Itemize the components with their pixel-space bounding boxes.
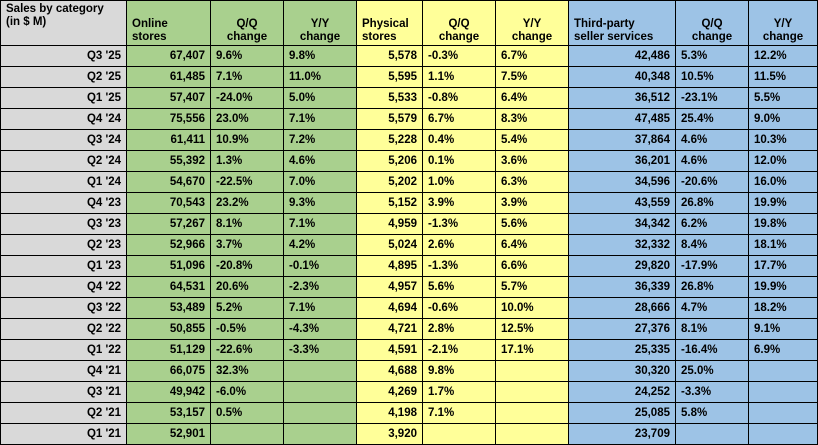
online-yy-change: 7.2% [284,130,357,151]
header-physical-yy-change: Y/Y change [496,1,569,46]
third-qq-change [676,424,749,445]
third-yy-change: 9.0% [749,109,818,130]
table-row [1,298,818,319]
online-stores-value: 61,411 [127,130,211,151]
physical-yy-change: 10.0% [496,298,569,319]
physical-yy-change: 7.5% [496,67,569,88]
physical-qq-change: 2.8% [423,319,496,340]
online-yy-change: 9.3% [284,193,357,214]
online-yy-change: 7.1% [284,298,357,319]
online-yy-change: 4.6% [284,151,357,172]
header-label-line1: Sales by category [6,3,104,15]
online-qq-change [211,424,284,445]
online-stores-value: 52,901 [127,424,211,445]
row-period-label: Q4 '22 [1,277,127,298]
third-qq-change: 26.8% [676,193,749,214]
physical-yy-change [496,424,569,445]
table-row [1,214,818,235]
physical-stores-value: 5,579 [357,109,423,130]
third-qq-change: 10.5% [676,67,749,88]
third-party-value: 24,252 [569,382,676,403]
third-yy-change: 19.8% [749,214,818,235]
online-qq-change: 20.6% [211,277,284,298]
online-stores-value: 57,267 [127,214,211,235]
online-qq-change: 8.1% [211,214,284,235]
physical-qq-change: 3.9% [423,193,496,214]
online-yy-change [284,361,357,382]
online-yy-change [284,403,357,424]
table-row [1,403,818,424]
row-period-label: Q3 '24 [1,130,127,151]
table-row [1,424,818,445]
row-period-label: Q3 '21 [1,382,127,403]
physical-yy-change [496,382,569,403]
table-row [1,151,818,172]
third-party-value: 28,666 [569,298,676,319]
third-party-value: 34,342 [569,214,676,235]
physical-yy-change [496,403,569,424]
third-qq-change: 8.4% [676,235,749,256]
third-qq-change: 25.4% [676,109,749,130]
physical-stores-value: 5,206 [357,151,423,172]
row-period-label: Q4 '24 [1,109,127,130]
online-qq-change: 32.3% [211,361,284,382]
third-qq-change: 5.8% [676,403,749,424]
third-yy-change: 17.7% [749,256,818,277]
online-yy-change [284,382,357,403]
physical-stores-value: 4,959 [357,214,423,235]
table-row [1,382,818,403]
online-yy-change: 11.0% [284,67,357,88]
physical-yy-change: 6.3% [496,172,569,193]
third-qq-change: 6.2% [676,214,749,235]
online-stores-value: 75,556 [127,109,211,130]
online-qq-change: -24.0% [211,88,284,109]
third-yy-change: 19.9% [749,277,818,298]
physical-stores-value: 5,202 [357,172,423,193]
row-period-label: Q1 '23 [1,256,127,277]
third-qq-change: 5.3% [676,46,749,67]
row-period-label: Q2 '25 [1,67,127,88]
third-party-value: 34,596 [569,172,676,193]
physical-yy-change: 3.6% [496,151,569,172]
physical-stores-value: 4,688 [357,361,423,382]
table-row [1,277,818,298]
header-online-stores: Online stores [127,1,211,46]
physical-qq-change: 2.6% [423,235,496,256]
physical-qq-change: 1.7% [423,382,496,403]
row-period-label: Q1 '25 [1,88,127,109]
physical-stores-value: 5,578 [357,46,423,67]
physical-stores-value: 5,152 [357,193,423,214]
third-yy-change: 11.5% [749,67,818,88]
row-period-label: Q4 '23 [1,193,127,214]
physical-stores-value: 4,269 [357,382,423,403]
third-party-value: 36,339 [569,277,676,298]
header-third-yy-change: Y/Y change [749,1,818,46]
online-stores-value: 55,392 [127,151,211,172]
physical-qq-change: -1.3% [423,256,496,277]
online-qq-change: -22.5% [211,172,284,193]
third-party-value: 32,332 [569,235,676,256]
third-party-value: 23,709 [569,424,676,445]
third-qq-change: -16.4% [676,340,749,361]
online-qq-change: -0.5% [211,319,284,340]
physical-yy-change: 6.4% [496,235,569,256]
online-qq-change: 7.1% [211,67,284,88]
row-period-label: Q2 '23 [1,235,127,256]
online-qq-change: 10.9% [211,130,284,151]
online-stores-value: 51,096 [127,256,211,277]
third-qq-change: -3.3% [676,382,749,403]
physical-qq-change: 0.1% [423,151,496,172]
row-period-label: Q2 '24 [1,151,127,172]
online-qq-change: 23.2% [211,193,284,214]
online-qq-change: 1.3% [211,151,284,172]
third-party-value: 42,486 [569,46,676,67]
online-yy-change: 7.1% [284,109,357,130]
physical-qq-change: -1.3% [423,214,496,235]
physical-yy-change: 5.4% [496,130,569,151]
third-yy-change: 5.5% [749,88,818,109]
third-party-value: 47,485 [569,109,676,130]
table-row [1,88,818,109]
header-third-party-seller-services: Third-party seller services [569,1,676,46]
third-party-value: 37,864 [569,130,676,151]
physical-qq-change: 0.4% [423,130,496,151]
online-stores-value: 50,855 [127,319,211,340]
table-header-row [1,1,818,46]
third-party-value: 25,085 [569,403,676,424]
physical-yy-change: 5.7% [496,277,569,298]
physical-qq-change [423,424,496,445]
third-yy-change: 9.1% [749,319,818,340]
physical-yy-change: 6.6% [496,256,569,277]
physical-yy-change: 8.3% [496,109,569,130]
online-qq-change: -22.6% [211,340,284,361]
physical-stores-value: 4,721 [357,319,423,340]
online-stores-value: 64,531 [127,277,211,298]
table-row [1,235,818,256]
physical-qq-change: -0.8% [423,88,496,109]
third-party-value: 29,820 [569,256,676,277]
table-row [1,340,818,361]
physical-yy-change: 12.5% [496,319,569,340]
table-row [1,361,818,382]
online-yy-change: 4.2% [284,235,357,256]
physical-yy-change: 5.6% [496,214,569,235]
physical-stores-value: 3,920 [357,424,423,445]
physical-yy-change: 6.7% [496,46,569,67]
physical-yy-change [496,361,569,382]
table-row [1,256,818,277]
physical-qq-change: -0.3% [423,46,496,67]
third-party-value: 25,335 [569,340,676,361]
table-row [1,193,818,214]
table-row [1,130,818,151]
physical-qq-change: 5.6% [423,277,496,298]
physical-qq-change: 6.7% [423,109,496,130]
third-party-value: 36,201 [569,151,676,172]
online-yy-change: 7.0% [284,172,357,193]
row-period-label: Q1 '24 [1,172,127,193]
online-stores-value: 51,129 [127,340,211,361]
row-period-label: Q3 '25 [1,46,127,67]
third-qq-change: 4.6% [676,151,749,172]
online-stores-value: 57,407 [127,88,211,109]
third-yy-change: 6.9% [749,340,818,361]
third-yy-change: 18.1% [749,235,818,256]
third-party-value: 27,376 [569,319,676,340]
online-yy-change: 7.1% [284,214,357,235]
online-yy-change [284,424,357,445]
online-stores-value: 70,543 [127,193,211,214]
physical-stores-value: 4,694 [357,298,423,319]
header-online-yy-change: Y/Y change [284,1,357,46]
online-qq-change: -20.8% [211,256,284,277]
online-qq-change: -6.0% [211,382,284,403]
physical-qq-change: -0.6% [423,298,496,319]
third-yy-change: 10.3% [749,130,818,151]
online-yy-change: -4.3% [284,319,357,340]
online-stores-value: 53,157 [127,403,211,424]
row-period-label: Q1 '22 [1,340,127,361]
physical-qq-change: 7.1% [423,403,496,424]
header-third-qq-change: Q/Q change [676,1,749,46]
third-qq-change: -23.1% [676,88,749,109]
physical-qq-change: 9.8% [423,361,496,382]
header-physical-qq-change: Q/Q change [423,1,496,46]
online-qq-change: 5.2% [211,298,284,319]
online-qq-change: 3.7% [211,235,284,256]
online-stores-value: 52,966 [127,235,211,256]
third-qq-change: 26.8% [676,277,749,298]
physical-stores-value: 4,591 [357,340,423,361]
physical-stores-value: 5,228 [357,130,423,151]
online-stores-value: 53,489 [127,298,211,319]
physical-stores-value: 5,595 [357,67,423,88]
online-stores-value: 54,670 [127,172,211,193]
online-stores-value: 66,075 [127,361,211,382]
header-online-qq-change: Q/Q change [211,1,284,46]
header-physical-stores: Physical stores [357,1,423,46]
table-row [1,46,818,67]
third-qq-change: -20.6% [676,172,749,193]
physical-qq-change: -2.1% [423,340,496,361]
third-qq-change: 25.0% [676,361,749,382]
third-yy-change: 12.2% [749,46,818,67]
physical-yy-change: 6.4% [496,88,569,109]
online-yy-change: -0.1% [284,256,357,277]
physical-qq-change: 1.0% [423,172,496,193]
third-qq-change: 4.6% [676,130,749,151]
third-party-value: 43,559 [569,193,676,214]
header-label-line2: (in $ M) [6,15,47,28]
online-yy-change: -2.3% [284,277,357,298]
online-qq-change: 0.5% [211,403,284,424]
row-period-label: Q3 '23 [1,214,127,235]
third-qq-change: -17.9% [676,256,749,277]
physical-yy-change: 17.1% [496,340,569,361]
third-party-value: 40,348 [569,67,676,88]
third-yy-change: 18.2% [749,298,818,319]
third-qq-change: 8.1% [676,319,749,340]
third-yy-change: 16.0% [749,172,818,193]
row-period-label: Q1 '21 [1,424,127,445]
physical-yy-change: 3.9% [496,193,569,214]
third-yy-change [749,403,818,424]
online-yy-change: 5.0% [284,88,357,109]
row-period-label: Q3 '22 [1,298,127,319]
header-sales-by-category [1,1,127,46]
third-party-value: 30,320 [569,361,676,382]
row-period-label: Q2 '21 [1,403,127,424]
row-period-label: Q4 '21 [1,361,127,382]
physical-stores-value: 5,533 [357,88,423,109]
physical-stores-value: 5,024 [357,235,423,256]
table-row [1,319,818,340]
third-yy-change: 12.0% [749,151,818,172]
physical-qq-change: 1.1% [423,67,496,88]
third-party-value: 36,512 [569,88,676,109]
third-qq-change: 4.7% [676,298,749,319]
online-yy-change: -3.3% [284,340,357,361]
third-yy-change [749,424,818,445]
third-yy-change [749,382,818,403]
table-row [1,67,818,88]
physical-stores-value: 4,957 [357,277,423,298]
row-period-label: Q2 '22 [1,319,127,340]
online-stores-value: 67,407 [127,46,211,67]
online-yy-change: 9.8% [284,46,357,67]
physical-stores-value: 4,198 [357,403,423,424]
online-stores-value: 49,942 [127,382,211,403]
table-row [1,109,818,130]
online-stores-value: 61,485 [127,67,211,88]
online-qq-change: 23.0% [211,109,284,130]
third-yy-change [749,361,818,382]
third-yy-change: 19.9% [749,193,818,214]
table-row [1,172,818,193]
physical-stores-value: 4,895 [357,256,423,277]
online-qq-change: 9.6% [211,46,284,67]
